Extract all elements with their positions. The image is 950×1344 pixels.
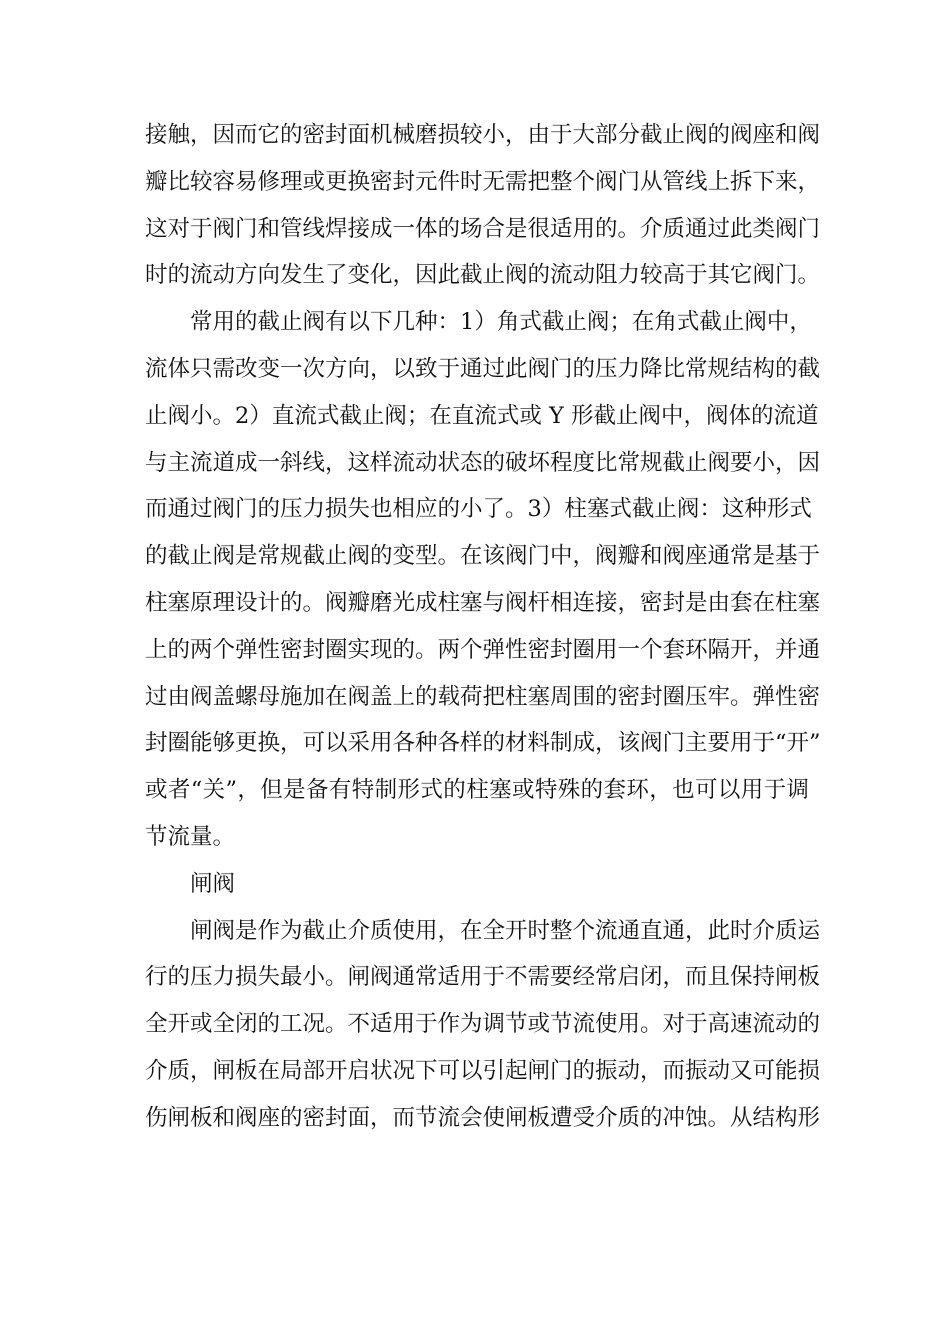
paragraph-line: 这对于阀门和管线焊接成一体的场合是很适用的。介质通过此类阀门 (145, 215, 821, 242)
paragraph-line: 时的流动方向发生了变化，因此截止阀的流动阻力较高于其它阀门。 (145, 262, 821, 289)
paragraph-line: 介质，闸板在局部开启状况下可以引起闸门的振动，而振动又可能损 (145, 1057, 821, 1084)
paragraph-line: 闸阀是作为截止介质使用，在全开时整个流通直通，此时介质运 (190, 917, 821, 944)
paragraph-line: 的截止阀是常规截止阀的变型。在该阀门中，阀瓣和阀座通常是基于 (145, 543, 821, 570)
paragraph-line: 柱塞原理设计的。阀瓣磨光成柱塞与阀杆相连接，密封是由套在柱塞 (145, 589, 821, 616)
paragraph-line: 常用的截止阀有以下几种：1）角式截止阀；在角式截止阀中， (190, 309, 812, 336)
document-body (145, 112, 821, 1142)
paragraph-line: 瓣比较容易修理或更换密封元件时无需把整个阀门从管线上拆下来， (145, 168, 821, 195)
paragraph-line: 与主流道成一斜线，这样流动状态的破坏程度比常规截止阀要小，因 (145, 449, 821, 476)
paragraph-line: 全开或全闭的工况。不适用于作为调节或节流使用。对于高速流动的 (145, 1011, 821, 1038)
section-heading: 闸阀 (190, 870, 236, 897)
paragraph-line: 过由阀盖螺母施加在阀盖上的载荷把柱塞周围的密封圈压牢。弹性密 (145, 683, 821, 710)
paragraph-line: 流体只需改变一次方向，以致于通过此阀门的压力降比常规结构的截 (145, 355, 821, 382)
paragraph-line: 止阀小。2）直流式截止阀；在直流式或 Y 形截止阀中，阀体的流道 (145, 402, 819, 429)
paragraph-line: 伤闸板和阀座的密封面，而节流会使闸板遭受介质的冲蚀。从结构形 (145, 1104, 821, 1131)
paragraph-line: 或者“关”，但是备有特制形式的柱塞或特殊的套环，也可以用于调 (145, 777, 809, 804)
paragraph-line: 上的两个弹性密封圈实现的。两个弹性密封圈用一个套环隔开，并通 (145, 636, 821, 663)
paragraph-line: 行的压力损失最小。闸阀通常适用于不需要经常启闭，而且保持闸板 (145, 964, 821, 991)
paragraph-line: 封圈能够更换，可以采用各种各样的材料制成，该阀门主要用于“开” (145, 730, 821, 757)
paragraph-line: 而通过阀门的压力损失也相应的小了。3）柱塞式截止阀：这种形式 (145, 496, 812, 523)
paragraph-line: 接触，因而它的密封面机械磨损较小，由于大部分截止阀的阀座和阀 (145, 122, 821, 148)
paragraph-line: 节流量。 (145, 823, 236, 850)
